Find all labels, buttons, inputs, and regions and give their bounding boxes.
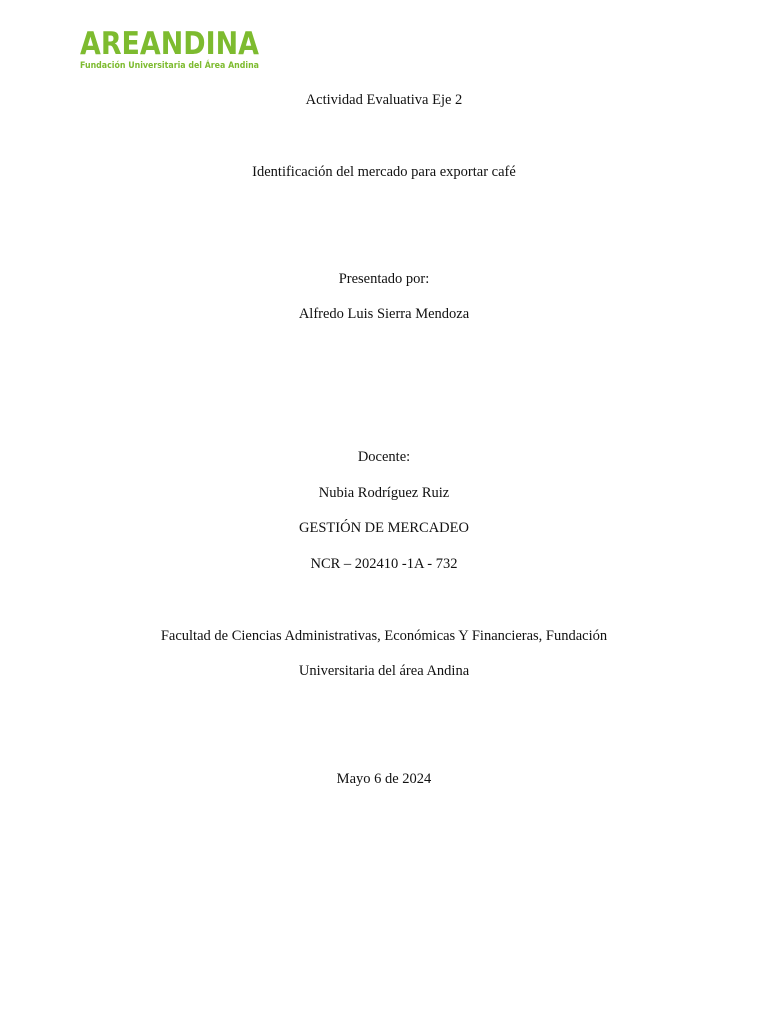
areandina-logo	[80, 24, 271, 72]
logo-wordmark: AREANDINA	[80, 26, 259, 62]
activity-heading: Actividad Evaluativa Eje 2	[305, 92, 463, 108]
course-code: NCR – 202410 -1A - 732	[310, 556, 458, 572]
faculty-line-2: Universitaria del área Andina	[298, 663, 470, 679]
document-title: Identificación del mercado para exportar café	[252, 164, 516, 180]
faculty-line-1: Facultad de Ciencias Administrativas, Económicas Y Financieras, Fundación	[160, 628, 608, 644]
teacher-name: Nubia Rodríguez Ruiz	[318, 485, 450, 501]
presented-by-label: Presentado por:	[338, 271, 430, 287]
author-name: Alfredo Luis Sierra Mendoza	[298, 306, 470, 322]
teacher-label: Docente:	[357, 449, 411, 465]
logo-tagline: Fundación Universitaria del Área Andina	[80, 60, 271, 70]
course-name: GESTIÓN DE MERCADEO	[299, 520, 469, 536]
areandina-logo-graphic	[80, 24, 271, 72]
document-date: Mayo 6 de 2024	[336, 771, 432, 787]
